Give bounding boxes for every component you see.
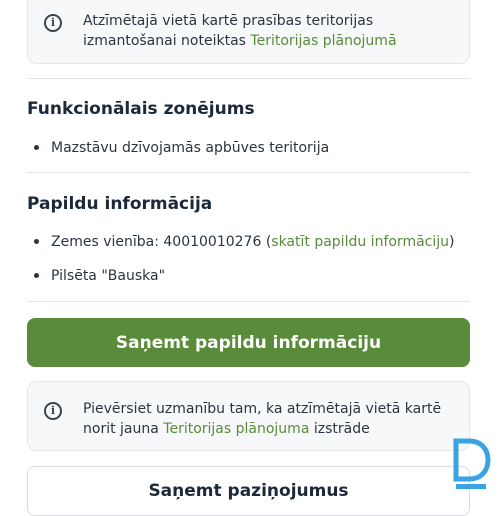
parcel-suffix: ) xyxy=(449,234,455,250)
new-plan-notice-tail: izstrāde xyxy=(309,421,370,437)
list-item xyxy=(34,268,165,284)
territory-plan-link[interactable]: Teritorijas plānojumā xyxy=(250,33,397,49)
territory-plan-link[interactable]: Teritorijas plānojuma xyxy=(163,421,310,437)
brand-logo xyxy=(453,438,491,490)
extra-info-title: Papildu informācija xyxy=(27,194,213,214)
new-plan-notice-text xyxy=(83,399,455,439)
divider xyxy=(27,301,470,302)
new-plan-notice xyxy=(27,381,470,451)
get-notifications-button[interactable]: Saņemt paziņojumus xyxy=(27,466,470,516)
list-item xyxy=(34,234,454,250)
territory-notice xyxy=(27,0,470,64)
divider xyxy=(27,78,470,79)
get-extra-info-button[interactable]: Saņemt papildu informāciju xyxy=(27,318,470,367)
new-plan-notice-body: Pievērsiet uzmanību tam, ka atzīmētajā vietā kartē norit jauna xyxy=(83,401,442,437)
territory-notice-body: Atzīmētajā vietā kartē prasības teritorijas izmantošanai noteiktas xyxy=(83,13,374,49)
zoning-title: Funkcionālais zonējums xyxy=(27,99,255,119)
info-icon: i xyxy=(44,14,62,32)
zoning-item-label: Mazstāvu dzīvojamās apbūves teritorija xyxy=(51,140,330,156)
parcel-label: Zemes vienība: 40010010276 ( xyxy=(51,234,272,250)
divider xyxy=(27,172,470,173)
info-icon: i xyxy=(44,402,62,420)
city-label: Pilsēta "Bauska" xyxy=(51,268,166,284)
list-item xyxy=(34,140,329,156)
bullet-icon xyxy=(34,273,39,278)
bullet-icon xyxy=(34,145,39,150)
parcel-details-link[interactable]: skatīt papildu informāciju xyxy=(271,234,450,250)
bullet-icon xyxy=(34,239,39,244)
territory-notice-text xyxy=(83,11,455,51)
